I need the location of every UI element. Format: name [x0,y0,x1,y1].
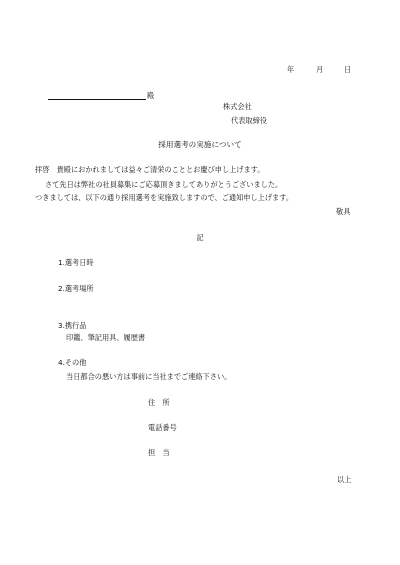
ki-heading: 記 [196,233,204,242]
date-day-label: 日 [344,65,352,74]
sender-ceo: 代表取締役 [231,116,267,125]
contact-phone-label: 電話番号 [148,423,177,432]
contact-address-label: 住 所 [148,398,170,407]
addressee-underline [48,99,146,100]
date-month-label: 月 [316,65,324,74]
section-selection-datetime: 1.選考日時 [58,258,94,267]
closing-keigu: 敬具 [336,207,351,216]
section-items-to-bring: 3.携行品 [58,321,87,330]
body-paragraph-2: さて先日は弊社の社員募集にご応募頂きましてありがとうございました。 [45,180,283,189]
date-year-label: 年 [287,65,295,74]
document-title: 採用選考の実施について [158,140,242,149]
body-paragraph-3: つきましては、以下の通り採用選考を実施致しますので、ご通知申し上げます。 [35,193,294,202]
end-ijou: 以上 [337,475,352,484]
other-detail: 当日都合の悪い方は事前に当社までご連絡下さい。 [66,372,232,381]
contact-person-label: 担 当 [148,448,170,457]
sender-company: 株式会社 [223,102,252,111]
addressee-honorific: 殿 [147,91,155,100]
body-paragraph-1: 拝啓 貴殿におかれましては益々ご清栄のこととお慶び申し上げます。 [35,165,265,174]
section-selection-place: 2.選考場所 [58,284,94,293]
section-other: 4.その他 [58,358,87,367]
items-to-bring-detail: 印鑑、筆記用具、履歴書 [66,333,146,342]
